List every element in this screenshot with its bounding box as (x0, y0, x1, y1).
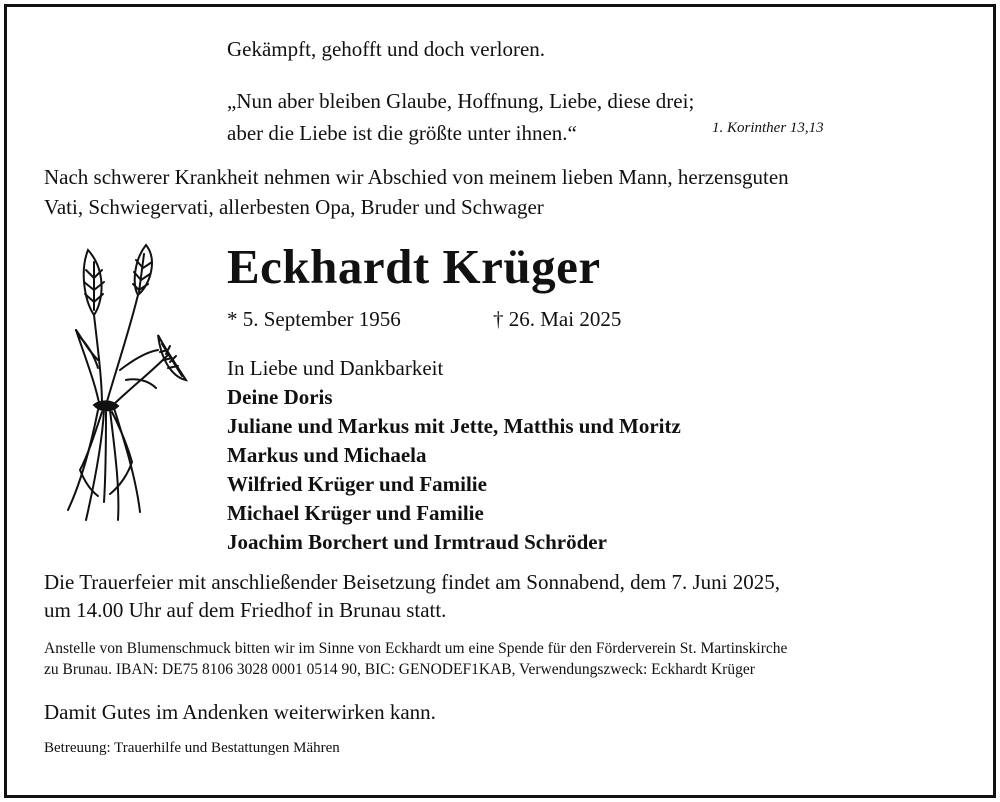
funeral-line-2: um 14.00 Uhr auf dem Friedhof in Brunau statt. (44, 598, 447, 622)
funeral-notice (44, 568, 780, 624)
mourner-name: Juliane und Markus mit Jette, Matthis und Moritz (227, 414, 681, 438)
wheat-bundle-icon (58, 240, 198, 525)
birth-date: * 5. September 1956 (227, 307, 401, 331)
quote-line-2: aber die Liebe ist die größte unter ihnen.“ (227, 121, 577, 145)
mourner-name: Markus und Michaela (227, 443, 427, 467)
mourners-heading: In Liebe und Dankbarkeit (227, 356, 444, 380)
deceased-name: Eckhardt Krüger (227, 239, 601, 294)
intro-text (44, 162, 789, 222)
mourners-list (227, 354, 681, 557)
verse-reference: 1. Korinther 13,13 (712, 120, 824, 136)
mourner-name: Joachim Borchert und Irmtraud Schröder (227, 530, 607, 554)
mourner-name: Deine Doris (227, 385, 333, 409)
intro-line-1: Nach schwerer Krankheit nehmen wir Abschied von meinem lieben Mann, herzensguten (44, 165, 789, 189)
motto: Gekämpft, gehofft und doch verloren. (227, 37, 546, 61)
mourner-name: Michael Krüger und Familie (227, 501, 484, 525)
bible-quote (227, 85, 694, 149)
donation-notice (44, 638, 787, 680)
intro-line-2: Vati, Schwiegervati, allerbesten Opa, Bruder und Schwager (44, 195, 544, 219)
closing-line: Damit Gutes im Andenken weiterwirken kann. (44, 700, 436, 724)
funeral-home-credit: Betreuung: Trauerhilfe und Bestattungen Mähren (44, 740, 340, 756)
mourner-name: Wilfried Krüger und Familie (227, 472, 487, 496)
quote-line-1: „Nun aber bleiben Glaube, Hoffnung, Liebe, diese drei; (227, 89, 695, 113)
funeral-line-1: Die Trauerfeier mit anschließender Beisetzung findet am Sonnabend, dem 7. Juni 2025, (44, 570, 780, 594)
donation-line-2: zu Brunau. IBAN: DE75 8106 3028 0001 0514 90, BIC: GENODEF1KAB, Verwendungszweck: Eckhardt Krüger (44, 661, 755, 678)
death-date: † 26. Mai 2025 (493, 307, 622, 331)
donation-line-1: Anstelle von Blumenschmuck bitten wir im Sinne von Eckhardt um eine Spende für den Förderverein St. Martinskirche (44, 640, 788, 657)
